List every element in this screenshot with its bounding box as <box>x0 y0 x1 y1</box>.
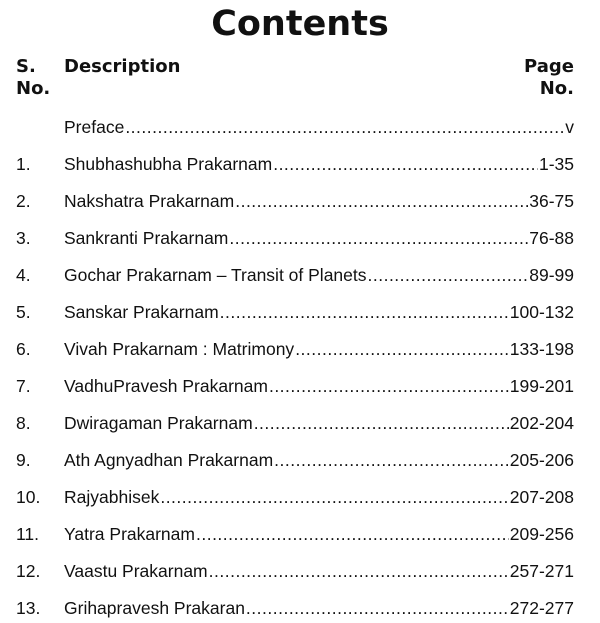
list-item <box>0 223 600 253</box>
entry-number: 11. <box>16 524 40 544</box>
leader-dots <box>125 112 564 142</box>
entry-number: 2. <box>16 191 31 211</box>
leader-dots <box>269 371 509 401</box>
header-sno-line1: S. <box>16 56 36 77</box>
header-page-line2: No. <box>539 78 574 99</box>
entry-label: Preface <box>64 117 125 137</box>
entry-number: 4. <box>16 265 31 285</box>
entry-page: 205-206 <box>509 450 574 470</box>
entry-number: 13. <box>16 598 41 618</box>
entry-label: Ath Agnyadhan Prakarnam <box>64 450 274 470</box>
entry-label: Sankranti Prakarnam <box>64 228 229 248</box>
entry-page: 209-256 <box>509 524 574 544</box>
page-title: Contents <box>211 4 389 44</box>
list-item <box>0 593 600 623</box>
list-item <box>0 297 600 327</box>
list-item <box>0 260 600 290</box>
leader-dots <box>209 556 509 586</box>
list-item <box>0 482 600 512</box>
entry-label: Shubhashubha Prakarnam <box>64 154 273 174</box>
leader-dots <box>295 334 509 364</box>
entry-number: 1. <box>16 154 31 174</box>
leader-dots <box>274 445 509 475</box>
entry-number: 5. <box>16 302 31 322</box>
list-item <box>0 334 600 364</box>
leader-dots <box>254 408 509 438</box>
entry-page: 202-204 <box>509 413 574 433</box>
entry-label: Gochar Prakarnam – Transit of Planets <box>64 265 367 285</box>
entry-number: 10. <box>16 487 41 507</box>
entry-number: 7. <box>16 376 31 396</box>
header-description: Description <box>64 56 181 77</box>
leader-dots <box>273 149 538 179</box>
list-item <box>0 186 600 216</box>
header-page-line1: Page <box>524 56 574 77</box>
list-item <box>0 445 600 475</box>
entry-page: 207-208 <box>509 487 574 507</box>
list-item <box>0 149 600 179</box>
entry-label: Dwiragaman Prakarnam <box>64 413 253 433</box>
entry-label: Vaastu Prakarnam <box>64 561 208 581</box>
entry-page: v <box>565 117 574 137</box>
entry-page: 133-198 <box>509 339 574 359</box>
entry-page: 257-271 <box>509 561 574 581</box>
list-item <box>0 556 600 586</box>
leader-dots <box>246 593 509 623</box>
leader-dots <box>160 482 508 512</box>
leader-dots <box>220 297 509 327</box>
entry-label: Sanskar Prakarnam <box>64 302 219 322</box>
entry-page: 199-201 <box>509 376 574 396</box>
list-item <box>0 408 600 438</box>
entry-label: Yatra Prakarnam <box>64 524 195 544</box>
entry-label: Nakshatra Prakarnam <box>64 191 235 211</box>
entry-page: 100-132 <box>509 302 574 322</box>
list-item <box>0 112 600 142</box>
leader-dots <box>368 260 529 290</box>
entry-label: Grihapravesh Prakaran <box>64 598 245 618</box>
entry-page: 89-99 <box>529 265 574 285</box>
entry-number: 9. <box>16 450 31 470</box>
list-item <box>0 371 600 401</box>
entry-label: Rajyabhisek <box>64 487 160 507</box>
header-page-number <box>524 56 574 100</box>
leader-dots <box>229 223 528 253</box>
entry-page: 76-88 <box>529 228 574 248</box>
entry-label: VadhuPravesh Prakarnam <box>64 376 268 396</box>
entry-page: 272-277 <box>509 598 574 618</box>
entry-number: 3. <box>16 228 31 248</box>
entry-number: 8. <box>16 413 31 433</box>
entry-page: 1-35 <box>538 154 574 174</box>
entry-label: Vivah Prakarnam : Matrimony <box>64 339 295 359</box>
list-item <box>0 519 600 549</box>
leader-dots <box>235 186 528 216</box>
entry-number: 6. <box>16 339 31 359</box>
header-sno-line2: No. <box>16 78 51 99</box>
entry-number: 12. <box>16 561 41 581</box>
leader-dots <box>196 519 509 549</box>
entry-page: 36-75 <box>529 191 574 211</box>
header-serial-number <box>16 56 50 100</box>
